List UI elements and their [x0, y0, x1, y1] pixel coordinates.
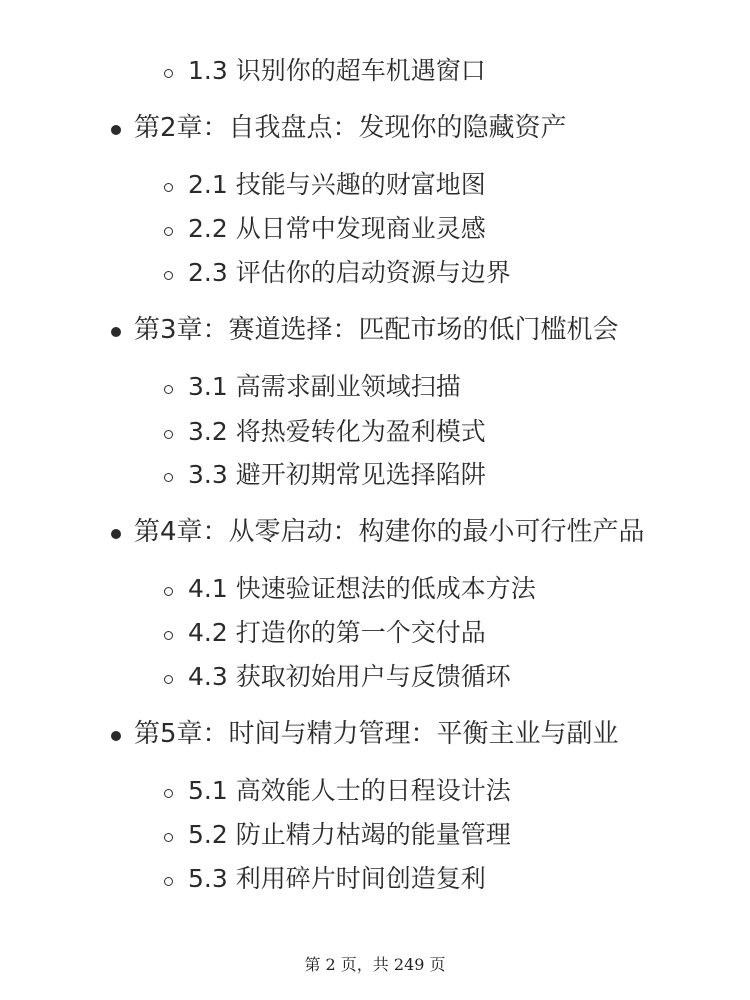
page-number-footer: 第 2 页，共 249 页	[304, 955, 446, 974]
toc-chapter-label: 第2章：自我盘点：发现你的隐藏资产	[134, 113, 567, 143]
toc-section-label: 4.1 快速验证想法的低成本方法	[188, 574, 536, 603]
toc-section-label: 3.2 将热爱转化为盈利模式	[188, 417, 486, 446]
toc-section-label: 4.2 打造你的第一个交付品	[188, 618, 486, 647]
toc-section-label: 4.3 获取初始用户与反馈循环	[188, 662, 511, 691]
hollow-bullet-icon	[164, 271, 173, 280]
solid-bullet-icon	[111, 731, 121, 741]
toc-chapter-label: 第3章：赛道选择：匹配市场的低门槛机会	[134, 315, 619, 345]
toc-chapter-label: 第5章：时间与精力管理：平衡主业与副业	[134, 719, 619, 749]
hollow-bullet-icon	[164, 473, 173, 482]
toc-section-label: 3.3 避开初期常见选择陷阱	[188, 460, 486, 489]
toc-section-label: 1.3 识别你的超车机遇窗口	[188, 56, 486, 85]
hollow-bullet-icon	[164, 587, 173, 596]
hollow-bullet-icon	[164, 789, 173, 798]
hollow-bullet-icon	[164, 69, 173, 78]
toc-section-label: 2.1 技能与兴趣的财富地图	[188, 170, 486, 199]
hollow-bullet-icon	[164, 877, 173, 886]
solid-bullet-icon	[111, 327, 121, 337]
hollow-bullet-icon	[164, 675, 173, 684]
hollow-bullet-icon	[164, 227, 173, 236]
toc-section-label: 2.2 从日常中发现商业灵感	[188, 214, 486, 243]
hollow-bullet-icon	[164, 430, 173, 439]
toc-section-label: 2.3 评估你的启动资源与边界	[188, 258, 511, 287]
solid-bullet-icon	[111, 125, 121, 135]
hollow-bullet-icon	[164, 833, 173, 842]
toc-chapter-label: 第4章：从零启动：构建你的最小可行性产品	[134, 517, 645, 547]
hollow-bullet-icon	[164, 385, 173, 394]
toc-section-label: 5.1 高效能人士的日程设计法	[188, 776, 511, 805]
solid-bullet-icon	[111, 529, 121, 539]
toc-section-label: 5.3 利用碎片时间创造复利	[188, 864, 486, 893]
toc-section-label: 5.2 防止精力枯竭的能量管理	[188, 820, 511, 849]
hollow-bullet-icon	[164, 631, 173, 640]
toc-section-label: 3.1 高需求副业领域扫描	[188, 372, 461, 401]
hollow-bullet-icon	[164, 183, 173, 192]
